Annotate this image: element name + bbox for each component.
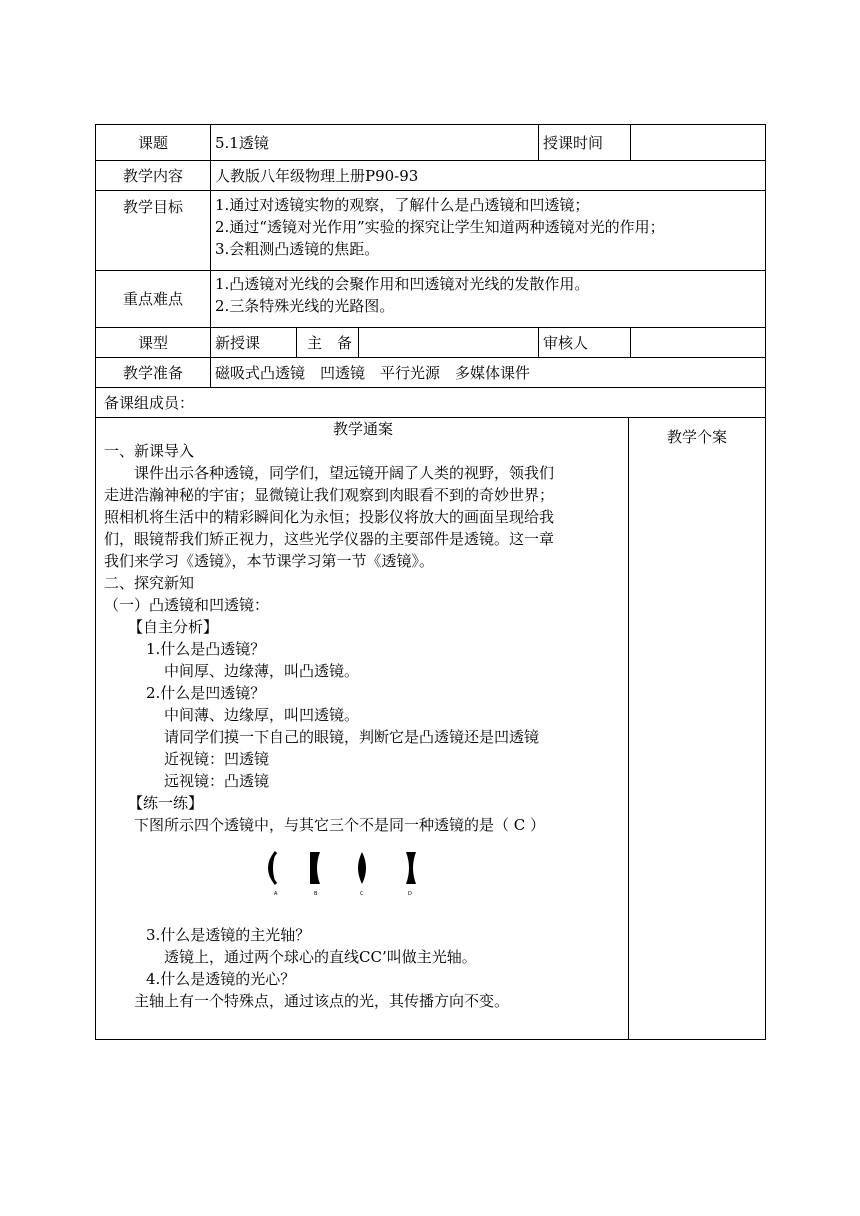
time-value [631,125,766,161]
content-label: 教学内容 [96,161,211,191]
reviewer-label: 审核人 [539,328,631,358]
lens-d-shape [406,852,416,884]
answer-2: 中间薄、边缘厚，叫凹透镜。 [164,706,360,724]
touch-glasses-text: 请同学们摸一下自己的眼镜，判断它是凸透镜还是凹透镜 [164,728,540,746]
lens-label-a: A [274,891,278,897]
intro-line-5: 我们来学习《透镜》，本节课学习第一节《透镜》。 [104,552,435,570]
intro-line-2: 走进浩瀚神秘的宇宙；显微镜让我们观察到肉眼看不到的奇妙世界； [104,486,555,504]
intro-line-4: 们，眼镜帮我们矫正视力，这些光学仪器的主要部件是透镜。这一章 [104,530,555,548]
practice-question: 下图所示四个透镜中，与其它三个不是同一种透镜的是（ C ） [134,816,546,834]
time-label: 授课时间 [539,125,631,161]
members-label: 备课组成员： [96,388,766,418]
materials-value: 磁吸式凸透镜 凹透镜 平行光源 多媒体课件 [211,358,766,388]
personal-plan-cell [629,418,766,1040]
explore-heading: 二、探究新知 [104,574,195,592]
question-2: 2.什么是凹透镜？ [146,684,266,702]
reviewer-value [631,328,766,358]
lens-c-shape [358,852,366,884]
answer-3: 透镜上，通过两个球心的直线CC’叫做主光轴。 [164,948,477,966]
prep-lead-label: 主 备 [297,328,359,358]
lens-label-d: D [408,891,412,897]
row-course [96,125,766,161]
content-value: 人教版八年级物理上册P90-93 [211,161,766,191]
goal-2: 2.通过“透镜对光作用”实验的探究让学生知道两种透镜对光的作用； [215,218,665,236]
self-analysis-heading: 【自主分析】 [128,618,219,636]
common-plan-title: 教学通案 [333,420,394,438]
row-main [96,418,766,1040]
question-4: 4.什么是透镜的光心？ [146,970,296,988]
row-difficulty [96,271,766,328]
lesson-plan-table [95,124,766,1040]
sub-heading: （一）凸透镜和凹透镜： [104,596,270,614]
intro-line-1: 课件出示各种透镜，同学们，望远镜开阔了人类的视野，领我们 [134,464,555,482]
row-members [96,388,766,418]
goals-label: 教学目标 [96,191,211,271]
lens-b-shape [310,852,320,884]
course-label: 课题 [96,125,211,161]
course-value: 5.1透镜 [211,125,539,161]
materials-label: 教学准备 [96,358,211,388]
row-materials [96,358,766,388]
lesson-plan-sheet [95,124,765,1040]
goal-3: 3.会粗测凸透镜的焦距。 [215,240,380,258]
question-3: 3.什么是透镜的主光轴？ [146,926,311,944]
difficulty-1: 1.凸透镜对光线的会聚作用和凹透镜对光线的发散作用。 [215,275,590,293]
intro-line-3: 照相机将生活中的精彩瞬间化为永恒；投影仪将放大的画面呈现给我 [104,508,555,526]
row-goals [96,191,766,271]
lens-label-b: B [314,891,318,897]
type-label: 课型 [96,328,211,358]
difficulty-2: 2.三条特殊光线的光路图。 [215,297,395,315]
goal-1: 1.通过对透镜实物的观察，了解什么是凸透镜和凹透镜； [215,196,590,214]
practice-heading: 【练一练】 [128,794,204,812]
difficulty-label: 重点难点 [96,271,211,328]
goals-cell [211,191,766,271]
myopia-text: 近视镜：凹透镜 [164,750,270,768]
prep-lead-value [359,328,539,358]
personal-plan-title: 教学个案 [667,428,728,446]
lens-label-c: C [360,891,364,897]
intro-heading: 一、新课导入 [104,442,195,460]
question-1: 1.什么是凸透镜？ [146,640,266,658]
answer-1: 中间厚、边缘薄，叫凸透镜。 [164,662,360,680]
row-type [96,328,766,358]
row-content [96,161,766,191]
hyperopia-text: 远视镜：凸透镜 [164,772,270,790]
difficulty-cell [211,271,766,328]
answer-4: 主轴上有一个特殊点，通过该点的光，其传播方向不变。 [134,992,510,1010]
type-value: 新授课 [211,328,297,358]
common-plan-cell [96,418,629,1040]
four-lenses-figure [260,850,420,898]
